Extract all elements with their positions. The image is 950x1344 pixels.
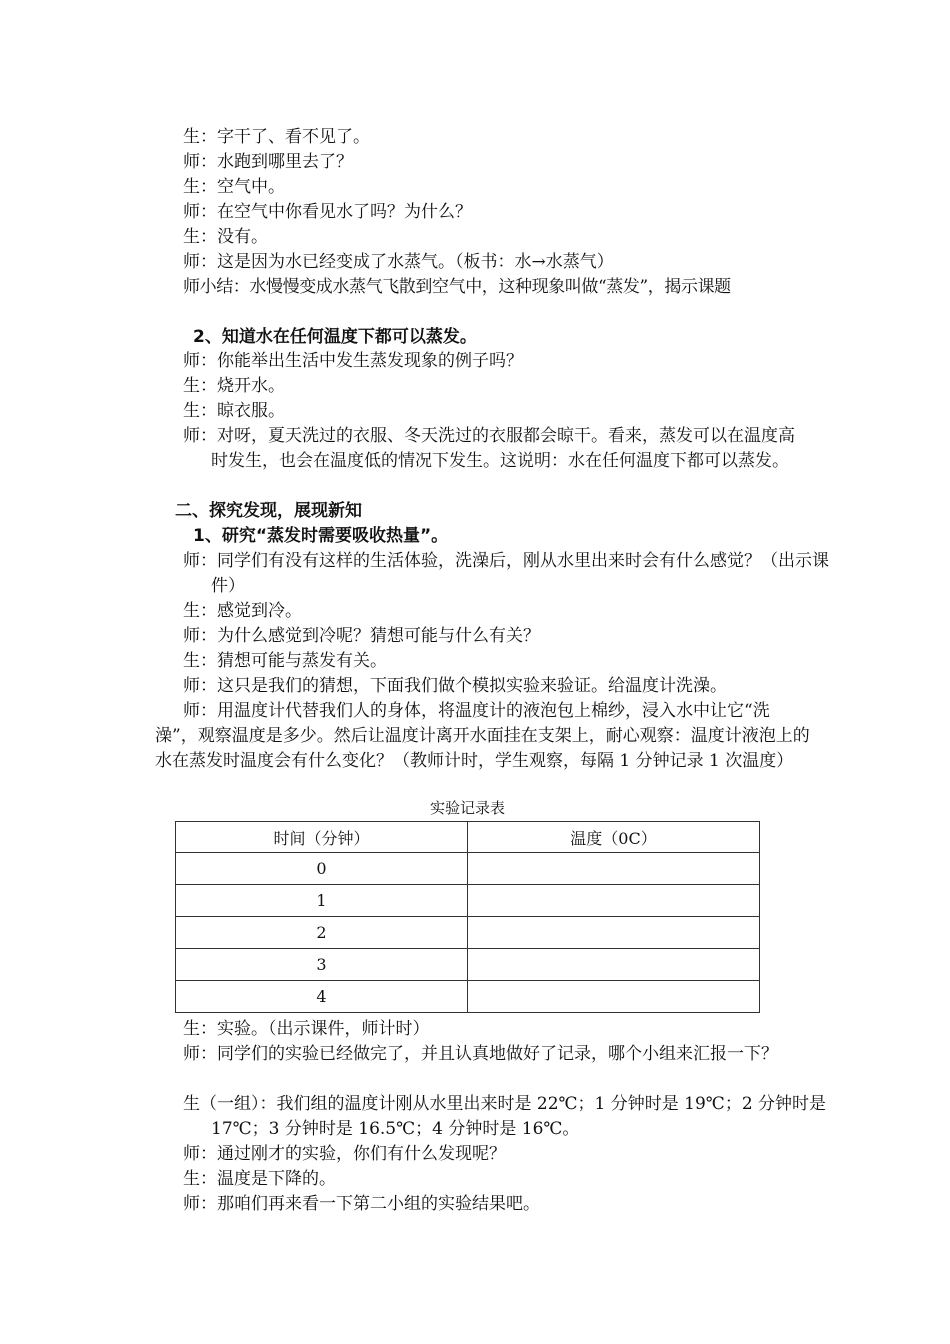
table-row (176, 885, 760, 917)
table-row (176, 853, 760, 885)
section-heading: 1、研究“蒸发时需要吸收热量”。 (193, 526, 449, 546)
table-caption: 实验记录表 (429, 799, 505, 817)
table-row (176, 917, 760, 949)
dialogue-line: 师：为什么感觉到冷呢？猜想可能与什么有关？ (183, 626, 540, 646)
summary-line: 师小结：水慢慢变成水蒸气飞散到空气中，这种现象叫做“蒸发”，揭示课题 (183, 277, 731, 297)
dialogue-line: 生：晾衣服。 (183, 401, 285, 421)
section-title: 二、探究发现，展现新知 (175, 501, 362, 521)
dialogue-paragraph: 师：用温度计代替我们人的身体，将温度计的液泡包上棉纱，浸入水中让它“洗澡”，观察温度是多少。然后让温度计离开水面挂在支架上，耐心观察：温度计液泡上的水在蒸发时温度会有什么变化？（教师计时，学生观察，每隔 1 分钟记录 1 次温度） (155, 701, 810, 771)
header-temp: 温度（0C） (468, 822, 760, 853)
dialogue-line: 生：感觉到冷。 (183, 601, 302, 621)
table-row (176, 949, 760, 981)
dialogue-line: 生：字干了、看不见了。 (183, 127, 370, 147)
dialogue-line: 师：那咱们再来看一下第二小组的实验结果吧。 (183, 1194, 540, 1214)
dialogue-line: 师：在空气中你看见水了吗？为什么？ (183, 202, 472, 222)
cell-time: 3 (176, 949, 468, 981)
dialogue-line: 生：烧开水。 (183, 376, 285, 396)
dialogue-line: 生：空气中。 (183, 177, 285, 197)
cell-temp (468, 885, 760, 917)
dialogue-line: 师：水跑到哪里去了？ (183, 152, 353, 172)
header-time: 时间（分钟） (176, 822, 468, 853)
dialogue-paragraph: 师：对呀，夏天洗过的衣服、冬天洗过的衣服都会晾干。看来，蒸发可以在温度高时发生，也会在温度低的情况下发生。这说明：水在任何温度下都可以蒸发。 (183, 426, 795, 471)
cell-time: 2 (176, 917, 468, 949)
dialogue-line: 师：通过刚才的实验，你们有什么发现呢？ (183, 1144, 506, 1164)
cell-temp (468, 981, 760, 1013)
cell-temp (468, 949, 760, 981)
dialogue-paragraph: 师：同学们的实验已经做完了，并且认真地做好了记录，哪个小组来汇报一下？ (183, 1044, 778, 1064)
dialogue-line: 生：实验。（出示课件，师计时） (183, 1019, 430, 1039)
dialogue-line: 生：没有。 (183, 227, 268, 247)
dialogue-line: 师：这是因为水已经变成了水蒸气。（板书：水→水蒸气） (183, 252, 614, 272)
dialogue-paragraph: 生（一组）：我们组的温度计刚从水里出来时是 22℃；1 分钟时是 19℃；2 分钟时是 17℃；3 分钟时是 16.5℃；4 分钟时是 16℃。 (183, 1094, 827, 1139)
dialogue-paragraph: 师：同学们有没有这样的生活体验，洗澡后，刚从水里出来时会有什么感觉？（出示课件） (183, 551, 829, 596)
cell-time: 4 (176, 981, 468, 1013)
cell-temp (468, 917, 760, 949)
dialogue-line: 师：这只是我们的猜想，下面我们做个模拟实验来验证。给温度计洗澡。 (183, 676, 727, 696)
dialogue-line: 生：猜想可能与蒸发有关。 (183, 651, 387, 671)
section-heading: 2、知道水在任何温度下都可以蒸发。 (193, 327, 477, 347)
table-row (176, 981, 760, 1013)
record-table (175, 821, 760, 1013)
dialogue-line: 师：你能举出生活中发生蒸发现象的例子吗？ (183, 351, 523, 371)
table-header-row (176, 822, 760, 853)
cell-time: 0 (176, 853, 468, 885)
cell-time: 1 (176, 885, 468, 917)
dialogue-line: 生：温度是下降的。 (183, 1169, 336, 1189)
cell-temp (468, 853, 760, 885)
